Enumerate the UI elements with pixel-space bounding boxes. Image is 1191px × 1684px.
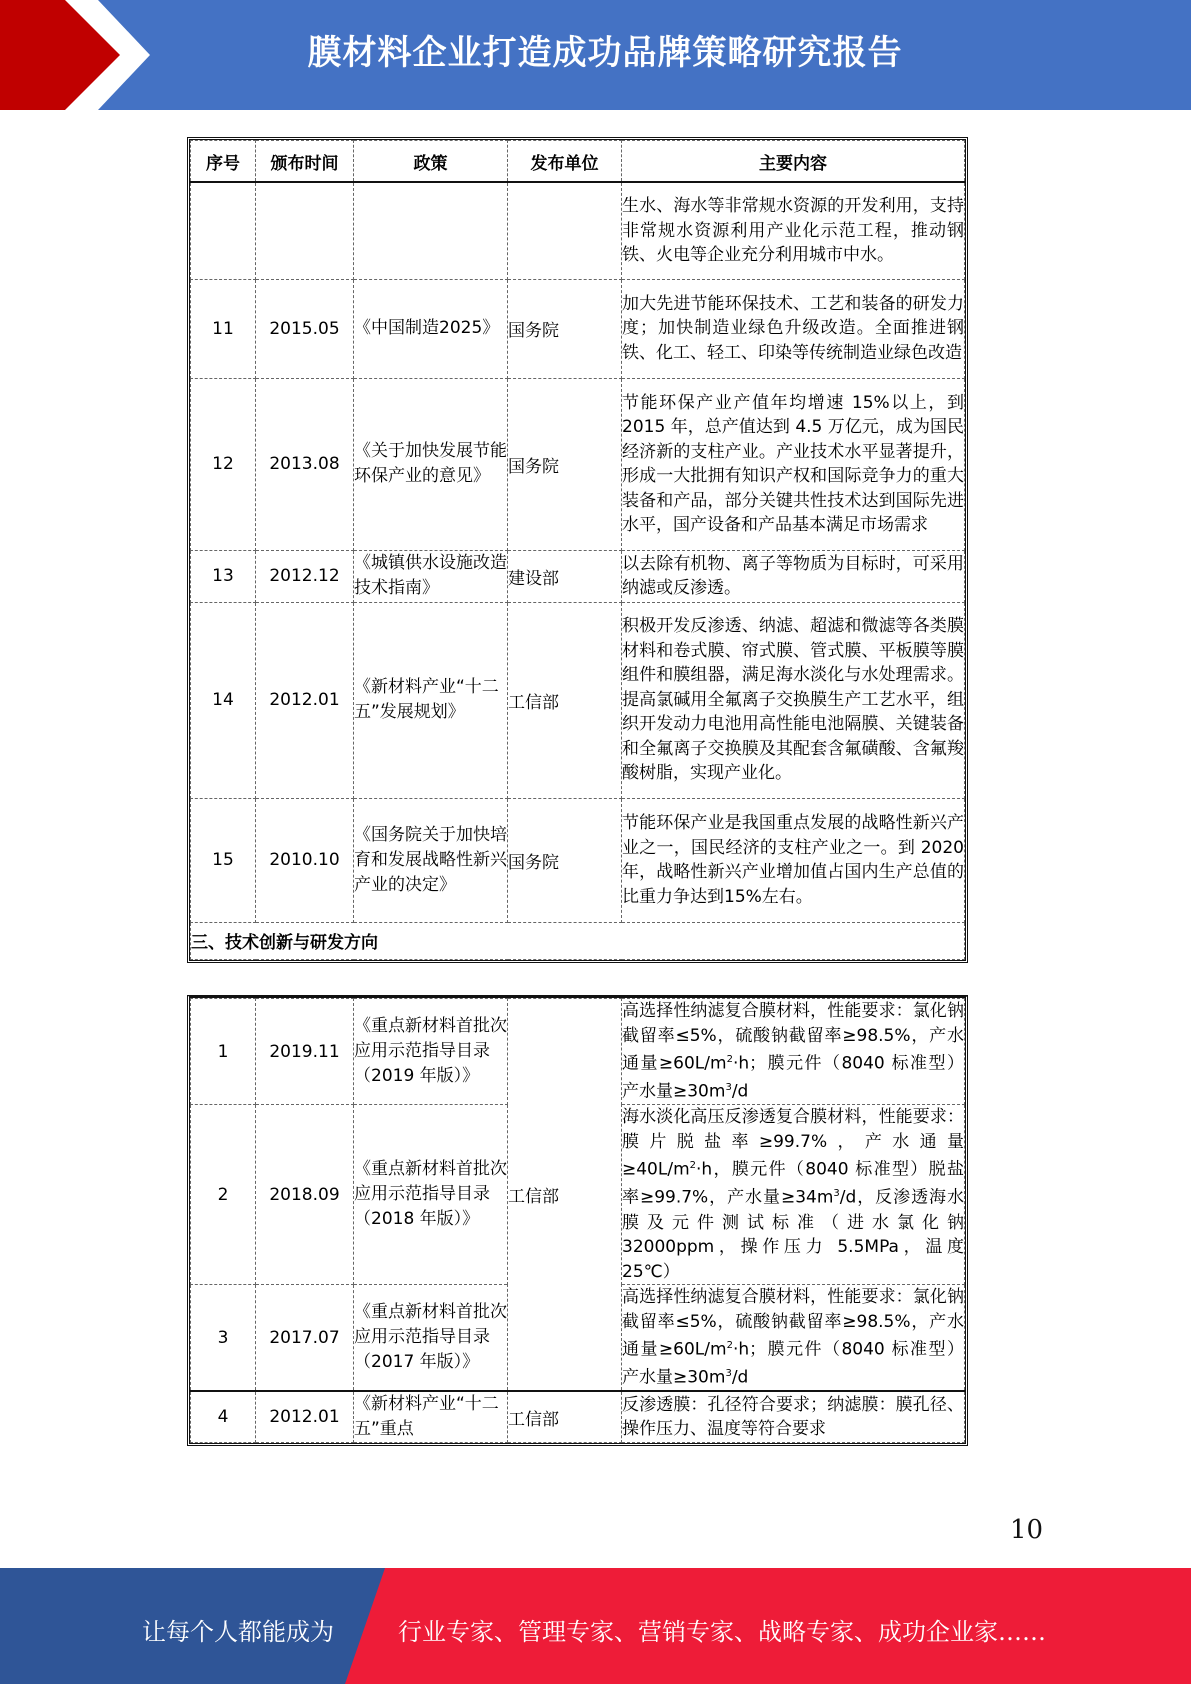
row-no: 14 [191,602,256,798]
report-title: 膜材料企业打造成功品牌策略研究报告 [307,33,903,73]
row-no: 1 [191,999,256,1105]
row-no: 2 [191,1105,256,1285]
row-date [256,182,354,279]
row-content: 加大先进节能环保技术、工艺和装备的研发力度；加快制造业绿色升级改造。全面推进钢铁、化工、轻工、印染等传统制造业绿色改造 [622,279,965,378]
row-policy [354,182,508,279]
row-unit: 国务院 [508,279,622,378]
row-date: 2010.10 [256,798,354,922]
row-unit: 建设部 [508,550,622,602]
row-content: 高选择性纳滤复合膜材料，性能要求：氯化钠截留率≤5%，硫酸钠截留率≥98.5%，产水通量$\ge 60L/m^2\cdot h$；膜元件（8040 标准型）产水量$\ge 30m^3/d$ [622,1285,965,1392]
row-date: 2017.07 [256,1285,354,1392]
section-heading: 三、技术创新与研发方向 [191,922,965,959]
col-header-policy: 政策 [354,141,508,183]
footer-slogan-left: 让每个人都能成为 [142,1618,334,1646]
col-header-unit: 发布单位 [508,141,622,183]
table-header-row [191,141,965,183]
header-banner [0,0,1191,110]
row-unit: 工信部 [508,1391,622,1443]
policy-table-2 [187,995,968,1446]
row-date: 2013.08 [256,378,354,550]
col-header-no: 序号 [191,141,256,183]
row-unit: 工信部 [508,602,622,798]
row-date: 2019.11 [256,999,354,1105]
section-row [191,922,965,959]
row-no: 15 [191,798,256,922]
row-policy: 《国务院关于加快培育和发展战略性新兴产业的决定》 [354,798,508,922]
row-no: 12 [191,378,256,550]
table-row [191,798,965,922]
row-no [191,182,256,279]
row-content: 生水、海水等非常规水资源的开发利用，支持非常规水资源利用产业化示范工程，推动钢铁、火电等企业充分利用城市中水。 [622,182,965,279]
table-row [191,602,965,798]
row-content: 高选择性纳滤复合膜材料，性能要求：氯化钠截留率≤5%，硫酸钠截留率≥98.5%，产水通量$\ge 60L/m^2\cdot h$；膜元件（8040 标准型）产水量$\ge 30m^3/d$ [622,999,965,1105]
row-unit [508,182,622,279]
row-policy: 《新材料产业“十二五”重点 [354,1391,508,1443]
row-no: 11 [191,279,256,378]
row-policy: 《城镇供水设施改造技术指南》 [354,550,508,602]
page-number: 10 [1010,1515,1044,1545]
row-date: 2018.09 [256,1105,354,1285]
row-unit-merged: 工信部 [508,999,622,1392]
footer-slogan-right: 行业专家、管理专家、营销专家、战略专家、成功企业家…… [398,1618,1046,1646]
row-policy: 《重点新材料首批次应用示范指导目录（2019 年版）》 [354,999,508,1105]
col-header-content: 主要内容 [622,141,965,183]
table-row [191,378,965,550]
row-date: 2012.12 [256,550,354,602]
row-content: 以去除有机物、离子等物质为目标时，可采用纳滤或反渗透。 [622,550,965,602]
table-row [191,550,965,602]
row-date: 2012.01 [256,602,354,798]
row-policy: 《中国制造2025》 [354,279,508,378]
row-policy: 《重点新材料首批次应用示范指导目录（2018 年版）》 [354,1105,508,1285]
row-unit: 国务院 [508,378,622,550]
row-content: 海水淡化高压反渗透复合膜材料，性能要求：膜片脱盐率≥99.7%，产水通量$\ge 40L/m^2\cdot h$，膜元件（8040 标准型）脱盐率≥99.7%，产水量$\ge 34m^3/d$，反渗透海水膜及元件测试标准（进水氯化钠 32000ppm，操作压力 5.5MPa，温度 25℃） [622,1105,965,1285]
policy-table-1 [187,137,968,963]
table-row [191,999,965,1105]
row-date: 2015.05 [256,279,354,378]
row-policy: 《新材料产业“十二五”发展规划》 [354,602,508,798]
row-no: 13 [191,550,256,602]
row-policy: 《重点新材料首批次应用示范指导目录（2017 年版）》 [354,1285,508,1392]
row-content: 节能环保产业是我国重点发展的战略性新兴产业之一，国民经济的支柱产业之一。到 2020 年，战略性新兴产业增加值占国内生产总值的比重力争达到15%左右。 [622,798,965,922]
table-row [191,1391,965,1443]
col-header-date: 颁布时间 [256,141,354,183]
row-content: 节能环保产业产值年均增速 15%以上，到 2015 年，总产值达到 4.5 万亿元，成为国民经济新的支柱产业。产业技术水平显著提升，形成一大批拥有知识产权和国际竞争力的重大装备和产品，部分关键共性技术达到国际先进水平，国产设备和产品基本满足市场需求 [622,378,965,550]
row-date: 2012.01 [256,1391,354,1443]
row-content: 积极开发反渗透、纳滤、超滤和微滤等各类膜材料和卷式膜、帘式膜、管式膜、平板膜等膜组件和膜组器，满足海水淡化与水处理需求。提高氯碱用全氟离子交换膜生产工艺水平，组织开发动力电池用高性能电池隔膜、关键装备和全氟离子交换膜及其配套含氟磺酸、含氟羧酸树脂，实现产业化。 [622,602,965,798]
row-no: 4 [191,1391,256,1443]
table-row [191,182,965,279]
table-row [191,279,965,378]
row-content: 反渗透膜：孔径符合要求；纳滤膜：膜孔径、操作压力、温度等符合要求 [622,1391,965,1443]
row-no: 3 [191,1285,256,1392]
row-policy: 《关于加快发展节能环保产业的意见》 [354,378,508,550]
row-unit: 国务院 [508,798,622,922]
